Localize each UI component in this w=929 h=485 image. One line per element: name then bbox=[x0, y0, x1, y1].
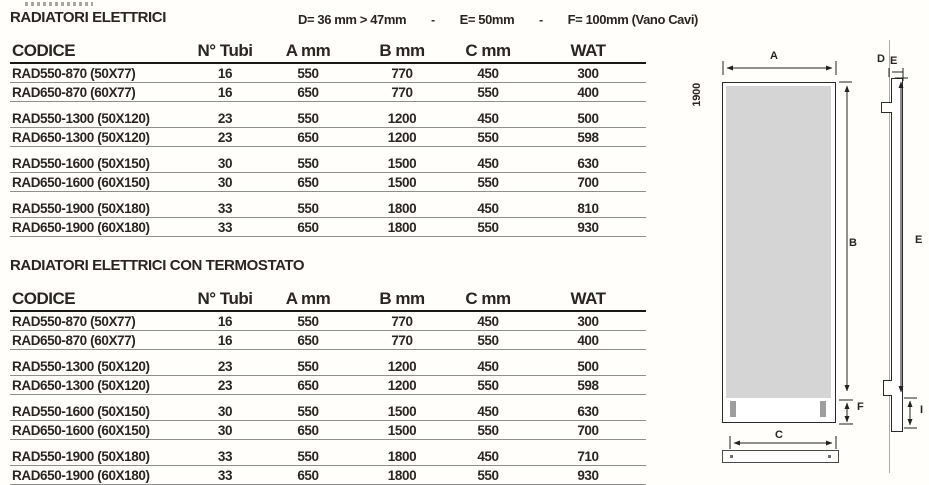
table-cell: RAD550-1300 (50X120) bbox=[12, 111, 150, 126]
table-cell: RAD550-1600 (50X150) bbox=[12, 156, 150, 171]
table-cell: 550 bbox=[297, 449, 319, 464]
table-cell: 770 bbox=[391, 66, 413, 81]
column-header-codice: CODICE bbox=[12, 290, 76, 308]
table-cell: 550 bbox=[477, 333, 499, 348]
table-cell: 16 bbox=[217, 333, 233, 348]
table-cell: RAD650-1900 (60X180) bbox=[12, 220, 150, 235]
table-cell: 400 bbox=[577, 333, 599, 348]
table-cell: 770 bbox=[391, 314, 413, 329]
table-cell: 1500 bbox=[387, 175, 417, 190]
table-cell: RAD650-870 (60X77) bbox=[12, 333, 136, 348]
table-cell: 550 bbox=[477, 130, 499, 145]
table-cell: RAD650-1300 (50X120) bbox=[12, 130, 150, 145]
table-cell: 1800 bbox=[387, 220, 417, 235]
column-header-wat: WAT bbox=[570, 290, 606, 308]
table-cell: 33 bbox=[217, 468, 233, 483]
table-cell: 300 bbox=[577, 66, 599, 81]
table-cell: 1500 bbox=[387, 404, 417, 419]
dimension-label-i: I bbox=[920, 404, 923, 416]
table-cell: 930 bbox=[577, 468, 599, 483]
table-cell: 1200 bbox=[387, 130, 417, 145]
max-height-label: 1900 bbox=[691, 83, 703, 107]
table-row bbox=[10, 83, 646, 102]
table-cell: 710 bbox=[577, 449, 599, 464]
table-cell: 550 bbox=[297, 111, 319, 126]
table-cell: RAD550-1300 (50X120) bbox=[12, 359, 150, 374]
table-cell: 1800 bbox=[387, 468, 417, 483]
dimension-label-b: B bbox=[849, 237, 857, 249]
table-cell: 550 bbox=[297, 404, 319, 419]
table-cell: 700 bbox=[577, 423, 599, 438]
table-cell: 500 bbox=[577, 111, 599, 126]
table-cell: 1200 bbox=[387, 111, 417, 126]
table-row bbox=[10, 109, 646, 128]
note-separator: - bbox=[431, 12, 435, 27]
page-edge-artifact bbox=[25, 2, 93, 6]
table-cell: 16 bbox=[217, 66, 233, 81]
table-row bbox=[10, 447, 646, 466]
table-cell: 650 bbox=[297, 175, 319, 190]
table-cell: 550 bbox=[297, 201, 319, 216]
table-cell: 1800 bbox=[387, 449, 417, 464]
table-cell: RAD650-1600 (60X150) bbox=[12, 175, 150, 190]
table-body bbox=[10, 64, 646, 237]
table-row bbox=[10, 199, 646, 218]
table-cell: 30 bbox=[217, 175, 233, 190]
column-header-c-mm: C mm bbox=[465, 42, 511, 60]
table-cell: 550 bbox=[477, 220, 499, 235]
table-cell: 300 bbox=[577, 314, 599, 329]
table-cell: 33 bbox=[217, 220, 233, 235]
table-cell: 16 bbox=[217, 314, 233, 329]
table-cell: 550 bbox=[297, 156, 319, 171]
table-cell: 650 bbox=[297, 220, 319, 235]
table-row bbox=[10, 218, 646, 237]
dimension-label-e-depth: E bbox=[890, 55, 898, 67]
table-cell: RAD550-1600 (50X150) bbox=[12, 404, 150, 419]
column-header-a-mm: A mm bbox=[285, 290, 331, 308]
table-title: RADIATORI ELETTRICI CON TERMOSTATO bbox=[10, 257, 305, 274]
table-header-row bbox=[10, 36, 646, 64]
table-title: RADIATORI ELETTRICI bbox=[10, 9, 167, 26]
table-cell: 1200 bbox=[387, 378, 417, 393]
table-cell: 450 bbox=[477, 111, 499, 126]
table-cell: 30 bbox=[217, 404, 233, 419]
dimension-label-a: A bbox=[770, 50, 778, 62]
table-row bbox=[10, 128, 646, 147]
table-cell: 1500 bbox=[387, 423, 417, 438]
table-cell: 650 bbox=[297, 468, 319, 483]
table-cell: 550 bbox=[297, 359, 319, 374]
table-cell: 450 bbox=[477, 359, 499, 374]
table-header-row bbox=[10, 284, 646, 312]
table-row bbox=[10, 466, 646, 485]
table-cell: 1500 bbox=[387, 156, 417, 171]
table-cell: 450 bbox=[477, 156, 499, 171]
column-header-n-tubi: N° Tubi bbox=[197, 42, 253, 60]
column-header-n-tubi: N° Tubi bbox=[197, 290, 253, 308]
note-dimension-f: F= 100mm (Vano Cavi) bbox=[567, 12, 698, 27]
dimension-label-d: D bbox=[877, 53, 885, 65]
table-row bbox=[10, 402, 646, 421]
table-cell: 1800 bbox=[387, 201, 417, 216]
table-cell: 550 bbox=[477, 423, 499, 438]
note-dimension-d: D= 36 mm > 47mm bbox=[298, 12, 407, 27]
table-cell: 650 bbox=[297, 130, 319, 145]
table-row bbox=[10, 376, 646, 395]
table-radiatori-elettrici bbox=[10, 9, 698, 237]
table-cell: 23 bbox=[217, 130, 233, 145]
table-cell: 30 bbox=[217, 423, 233, 438]
table-cell: 650 bbox=[297, 423, 319, 438]
table-cell: 23 bbox=[217, 359, 233, 374]
table-cell: 16 bbox=[217, 85, 233, 100]
table-row bbox=[10, 331, 646, 350]
table-cell: 550 bbox=[477, 85, 499, 100]
column-header-wat: WAT bbox=[570, 42, 606, 60]
table-cell: 810 bbox=[577, 201, 599, 216]
table-row bbox=[10, 421, 646, 440]
dimension-label-f: F bbox=[857, 401, 864, 413]
table-cell: 550 bbox=[477, 378, 499, 393]
table-cell: RAD550-870 (50X77) bbox=[12, 66, 136, 81]
table-row bbox=[10, 173, 646, 192]
table-cell: 598 bbox=[577, 130, 599, 145]
table-cell: 650 bbox=[297, 333, 319, 348]
table-cell: 450 bbox=[477, 404, 499, 419]
table-cell: 400 bbox=[577, 85, 599, 100]
column-header-a-mm: A mm bbox=[285, 42, 331, 60]
table-row bbox=[10, 312, 646, 331]
table-body bbox=[10, 312, 646, 485]
note-separator: - bbox=[539, 12, 543, 27]
table-cell: 650 bbox=[297, 85, 319, 100]
table-cell: 630 bbox=[577, 404, 599, 419]
table-cell: RAD650-870 (60X77) bbox=[12, 85, 136, 100]
dimension-label-e-height: E bbox=[915, 234, 923, 246]
column-header-b-mm: B mm bbox=[379, 42, 425, 60]
table-cell: RAD650-1900 (60X180) bbox=[12, 468, 150, 483]
table-cell: 598 bbox=[577, 378, 599, 393]
table-cell: 700 bbox=[577, 175, 599, 190]
table-cell: RAD650-1300 (50X120) bbox=[12, 378, 150, 393]
table-cell: 1200 bbox=[387, 359, 417, 374]
table-cell: 450 bbox=[477, 201, 499, 216]
table-cell: 550 bbox=[477, 468, 499, 483]
table-cell: RAD650-1600 (60X150) bbox=[12, 423, 150, 438]
table-cell: 450 bbox=[477, 66, 499, 81]
table-cell: 23 bbox=[217, 111, 233, 126]
table-cell: 650 bbox=[297, 378, 319, 393]
table-cell: 630 bbox=[577, 156, 599, 171]
dimension-arrows bbox=[690, 30, 929, 482]
column-header-c-mm: C mm bbox=[465, 290, 511, 308]
table-cell: 550 bbox=[297, 66, 319, 81]
table-cell: 770 bbox=[391, 85, 413, 100]
table-cell: 33 bbox=[217, 449, 233, 464]
table-row bbox=[10, 154, 646, 173]
table-cell: 500 bbox=[577, 359, 599, 374]
table-cell: 550 bbox=[297, 314, 319, 329]
table-row bbox=[10, 64, 646, 83]
dimension-label-c: C bbox=[775, 429, 783, 441]
table-cell: 450 bbox=[477, 449, 499, 464]
table-radiatori-elettrici-con-termostato bbox=[10, 257, 646, 485]
table-cell: RAD550-1900 (50X180) bbox=[12, 201, 150, 216]
table-cell: RAD550-1900 (50X180) bbox=[12, 449, 150, 464]
table-cell: 450 bbox=[477, 314, 499, 329]
table-cell: RAD550-870 (50X77) bbox=[12, 314, 136, 329]
dimensions-note bbox=[298, 12, 698, 27]
note-dimension-e: E= 50mm bbox=[459, 12, 515, 27]
table-row bbox=[10, 357, 646, 376]
table-cell: 23 bbox=[217, 378, 233, 393]
column-header-codice: CODICE bbox=[12, 42, 76, 60]
column-header-b-mm: B mm bbox=[379, 290, 425, 308]
table-cell: 30 bbox=[217, 156, 233, 171]
table-cell: 33 bbox=[217, 201, 233, 216]
table-cell: 550 bbox=[477, 175, 499, 190]
table-cell: 930 bbox=[577, 220, 599, 235]
table-cell: 770 bbox=[391, 333, 413, 348]
